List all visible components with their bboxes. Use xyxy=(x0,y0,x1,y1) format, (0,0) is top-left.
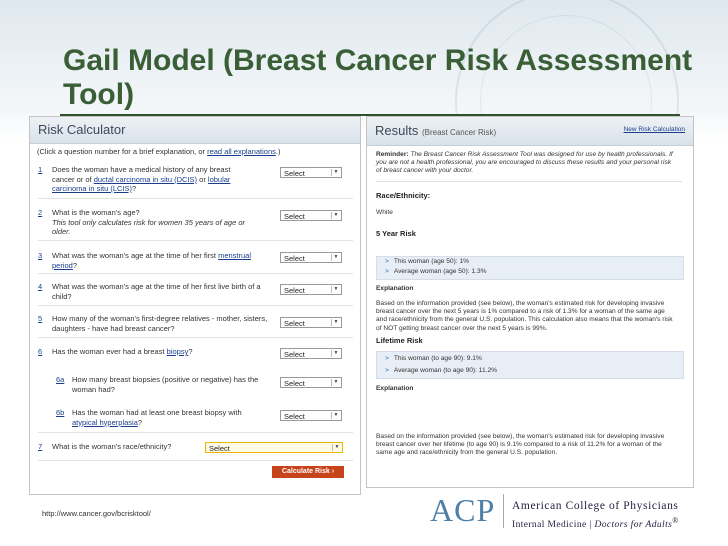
question-number-link[interactable]: 6a xyxy=(56,375,65,384)
question-number-link[interactable]: 5 xyxy=(38,314,43,323)
results-header: Results (Breast Cancer Risk) xyxy=(367,117,693,146)
five-year-explanation: Based on the information provided (see below), the woman's estimated risk for developing invasive breast cancer over the next 5 years is 1% compared to a risk of 1.3% for a woman of the same age and race/ethnicity from the general U.S. population. This calculation also means that the woman's risk of NOT getting breast cancer over the next 5 years is 99%. xyxy=(376,300,673,332)
divider xyxy=(38,432,353,433)
question-number-link[interactable]: 3 xyxy=(38,251,43,260)
question-text: What is the woman's race/ethnicity? xyxy=(52,442,172,451)
lifetime-average-woman: > Average woman (to age 90): 11.2% xyxy=(385,367,497,374)
acp-logo: ACP xyxy=(430,492,496,528)
question-text: Does the woman have a medical history of any breast cancer or of ductal carcinoma in situ (DCIS) or lobular carcinoma in situ (LCIS)? xyxy=(52,165,231,193)
question-text: What was the woman's age at the time of her first menstrual period? xyxy=(52,251,252,270)
menstrual-period-link[interactable]: menstrual period xyxy=(52,251,252,270)
question-number-link[interactable]: 4 xyxy=(38,282,43,291)
explanation-label: Explanation xyxy=(376,385,414,392)
explanation-label: Explanation xyxy=(376,285,414,292)
chevron-down-icon: ▼ xyxy=(331,412,340,419)
race-value: White xyxy=(376,209,393,216)
select-q1[interactable]: Select ▼ xyxy=(280,167,342,178)
acp-name: American College of Physicians xyxy=(512,500,679,512)
question-text: Has the woman ever had a breast biopsy? xyxy=(52,347,193,356)
select-q7-race[interactable]: Select ▼ xyxy=(205,442,343,453)
select-q5[interactable]: Select ▼ xyxy=(280,317,342,328)
divider xyxy=(38,273,353,274)
question-number-link[interactable]: 7 xyxy=(38,442,43,451)
lcis-link[interactable]: lobular carcinoma in situ (LCIS) xyxy=(52,174,231,193)
biopsy-link[interactable]: biopsy xyxy=(166,347,189,356)
question-number-link[interactable]: 6b xyxy=(56,408,65,417)
divider xyxy=(38,198,353,199)
reminder: Reminder: The Breast Cancer Risk Assessment Tool was designed for use by health professionals. If you are not a health professional, you are encouraged to discuss these results and your personal risk of breast cancer with your doctor. xyxy=(376,151,673,175)
read-all-explanations-link[interactable]: read all explanations xyxy=(207,147,276,156)
lifetime-explanation: Based on the information provided (see below), the woman's estimated risk for developing invasive breast cancer over her lifetime (to age 90) is 9.1% compared to a risk of 11.2% for a woman of the same age and race/ethnicity from the general U.S. population. xyxy=(376,433,665,457)
acp-tagline: Internal Medicine | Doctors for Adults® xyxy=(512,516,679,531)
question-text: How many of the woman's first-degree relatives - mother, sisters, daughters - have had breast cancer? xyxy=(52,314,268,333)
chevron-down-icon: ▼ xyxy=(331,350,340,357)
question-text: Has the woman had at least one breast biopsy with atypical hyperplasia? xyxy=(72,408,242,427)
slide-title: Gail Model (Breast Cancer Risk Assessment Tool) xyxy=(63,44,693,111)
calculate-risk-button[interactable]: Calculate Risk › xyxy=(272,466,344,478)
divider xyxy=(38,240,353,241)
select-q4[interactable]: Select ▼ xyxy=(280,284,342,295)
select-q3[interactable]: Select ▼ xyxy=(280,252,342,263)
risk-calculator-panel xyxy=(29,116,361,495)
select-q6b[interactable]: Select ▼ xyxy=(280,410,342,421)
divider xyxy=(38,305,353,306)
source-url: http://www.cancer.gov/bcrisktool/ xyxy=(42,509,151,518)
chevron-down-icon: ▼ xyxy=(331,169,340,176)
lifetime-heading: Lifetime Risk xyxy=(376,336,423,345)
question-text: What is the woman's age? This tool only calculates risk for women 35 years of age or older. xyxy=(52,208,246,236)
chevron-down-icon: ▼ xyxy=(331,286,340,293)
lifetime-this-woman: > This woman (to age 90): 9.1% xyxy=(385,355,482,362)
divider xyxy=(38,337,353,338)
question-number-link[interactable]: 6 xyxy=(38,347,43,356)
select-q6[interactable]: Select ▼ xyxy=(280,348,342,359)
logo-divider xyxy=(503,494,504,528)
new-risk-calculation-link[interactable]: New Risk Calculation xyxy=(623,126,685,133)
question-text: How many breast biopsies (positive or negative) has the woman had? xyxy=(72,375,259,394)
five-year-heading: 5 Year Risk xyxy=(376,229,416,238)
question-text: What was the woman's age at the time of her first live birth of a child? xyxy=(52,282,261,301)
divider xyxy=(376,181,682,182)
chevron-down-icon: ▼ xyxy=(331,254,340,261)
five-year-average-woman: > Average woman (age 50): 1.3% xyxy=(385,268,487,275)
select-q6a[interactable]: Select ▼ xyxy=(280,377,342,388)
dcis-link[interactable]: ductal carcinoma in situ (DCIS) xyxy=(93,174,198,184)
calculator-intro: (Click a question number for a brief explanation, or read all explanations.) xyxy=(37,147,281,156)
question-number-link[interactable]: 1 xyxy=(38,165,43,174)
results-panel xyxy=(366,116,694,488)
select-q2[interactable]: Select ▼ xyxy=(280,210,342,221)
chevron-down-icon: ▼ xyxy=(331,379,340,386)
five-year-this-woman: > This woman (age 50): 1% xyxy=(385,258,469,265)
chevron-down-icon: ▼ xyxy=(332,444,341,451)
race-heading: Race/Ethnicity: xyxy=(376,191,431,200)
divider xyxy=(38,460,353,461)
chevron-down-icon: ▼ xyxy=(331,319,340,326)
question-number-link[interactable]: 2 xyxy=(38,208,43,217)
calculator-header: Risk Calculator xyxy=(30,117,360,144)
chevron-down-icon: ▼ xyxy=(331,212,340,219)
atypical-hyperplasia-link[interactable]: atypical hyperplasia xyxy=(72,417,138,427)
